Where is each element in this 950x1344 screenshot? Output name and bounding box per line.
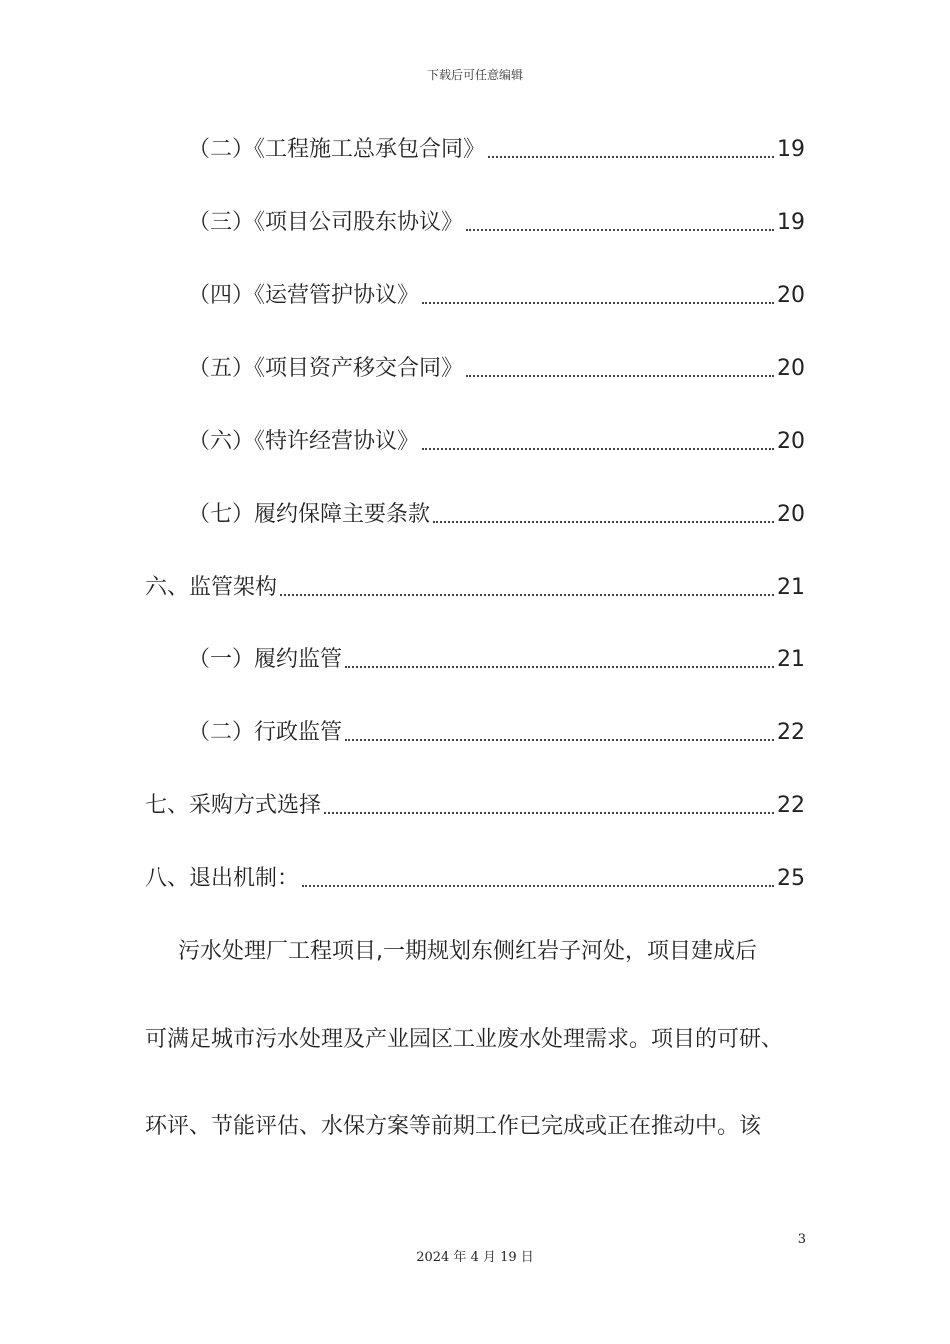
toc-dot-leader — [422, 302, 774, 304]
toc-entry-title: 六、监管架构 — [145, 575, 278, 600]
toc-entry-page: 21 — [777, 647, 805, 672]
toc-dot-leader — [302, 885, 774, 887]
toc-entry-page: 20 — [777, 429, 805, 454]
toc-dot-leader — [324, 812, 774, 814]
toc-entry-page: 19 — [777, 137, 805, 162]
toc-entry[interactable] — [145, 862, 805, 896]
toc-entry[interactable] — [188, 716, 805, 750]
toc-entry-page: 20 — [777, 356, 805, 381]
toc-entry-title: 七、采购方式选择 — [145, 793, 322, 818]
toc-entry[interactable] — [188, 206, 805, 240]
toc-dot-leader — [466, 229, 774, 231]
header-note: 下载后可任意编辑 — [426, 68, 523, 82]
toc-entry-page: 21 — [777, 575, 805, 600]
toc-entry[interactable] — [188, 133, 805, 167]
toc-entry-title: （五）《项目资产移交合同》 — [188, 356, 464, 381]
toc-entry-title: （四）《运营管护协议》 — [188, 283, 420, 308]
body-text-line: 环评、节能评估、水保方案等前期工作已完成或正在推动中。该 — [145, 1114, 762, 1139]
toc-dot-leader — [433, 521, 774, 523]
toc-entry[interactable] — [188, 498, 805, 532]
toc-entry-title: （一）履约监管 — [188, 647, 343, 672]
toc-dot-leader — [466, 375, 774, 377]
toc-entry-title: （二）行政监管 — [188, 720, 343, 745]
toc-dot-leader — [488, 156, 774, 158]
toc-entry[interactable] — [188, 425, 805, 459]
toc-entry-page: 22 — [777, 720, 805, 745]
toc-entry-page: 19 — [777, 210, 805, 235]
body-text-line: 可满足城市污水处理及产业园区工业废水处理需求。项目的可研、 — [145, 1027, 784, 1052]
toc-entry-page: 25 — [777, 866, 805, 891]
footer-date: 2024 年 4 月 19 日 — [416, 1250, 534, 1265]
toc-entry-page: 22 — [777, 793, 805, 818]
toc-entry-title: （二）《工程施工总承包合同》 — [188, 137, 486, 162]
toc-entry-title: （三）《项目公司股东协议》 — [188, 210, 464, 235]
toc-entry[interactable] — [188, 279, 805, 313]
toc-dot-leader — [345, 666, 774, 668]
body-text-line: 污水处理厂工程项目,一期规划东侧红岩子河处，项目建成后 — [178, 939, 757, 964]
page-number: 3 — [797, 1232, 806, 1247]
toc-entry[interactable] — [188, 643, 805, 677]
toc-entry-page: 20 — [777, 502, 805, 527]
toc-entry-title: 八、退出机制： — [145, 866, 300, 891]
toc-dot-leader — [280, 594, 774, 596]
toc-entry[interactable] — [145, 571, 805, 605]
toc-entry[interactable] — [188, 352, 805, 386]
toc-entry-title: （六）《特许经营协议》 — [188, 429, 420, 454]
toc-dot-leader — [345, 739, 774, 741]
toc-entry[interactable] — [145, 789, 805, 823]
toc-entry-title: （七）履约保障主要条款 — [188, 502, 431, 527]
toc-dot-leader — [422, 448, 774, 450]
toc-entry-page: 20 — [777, 283, 805, 308]
